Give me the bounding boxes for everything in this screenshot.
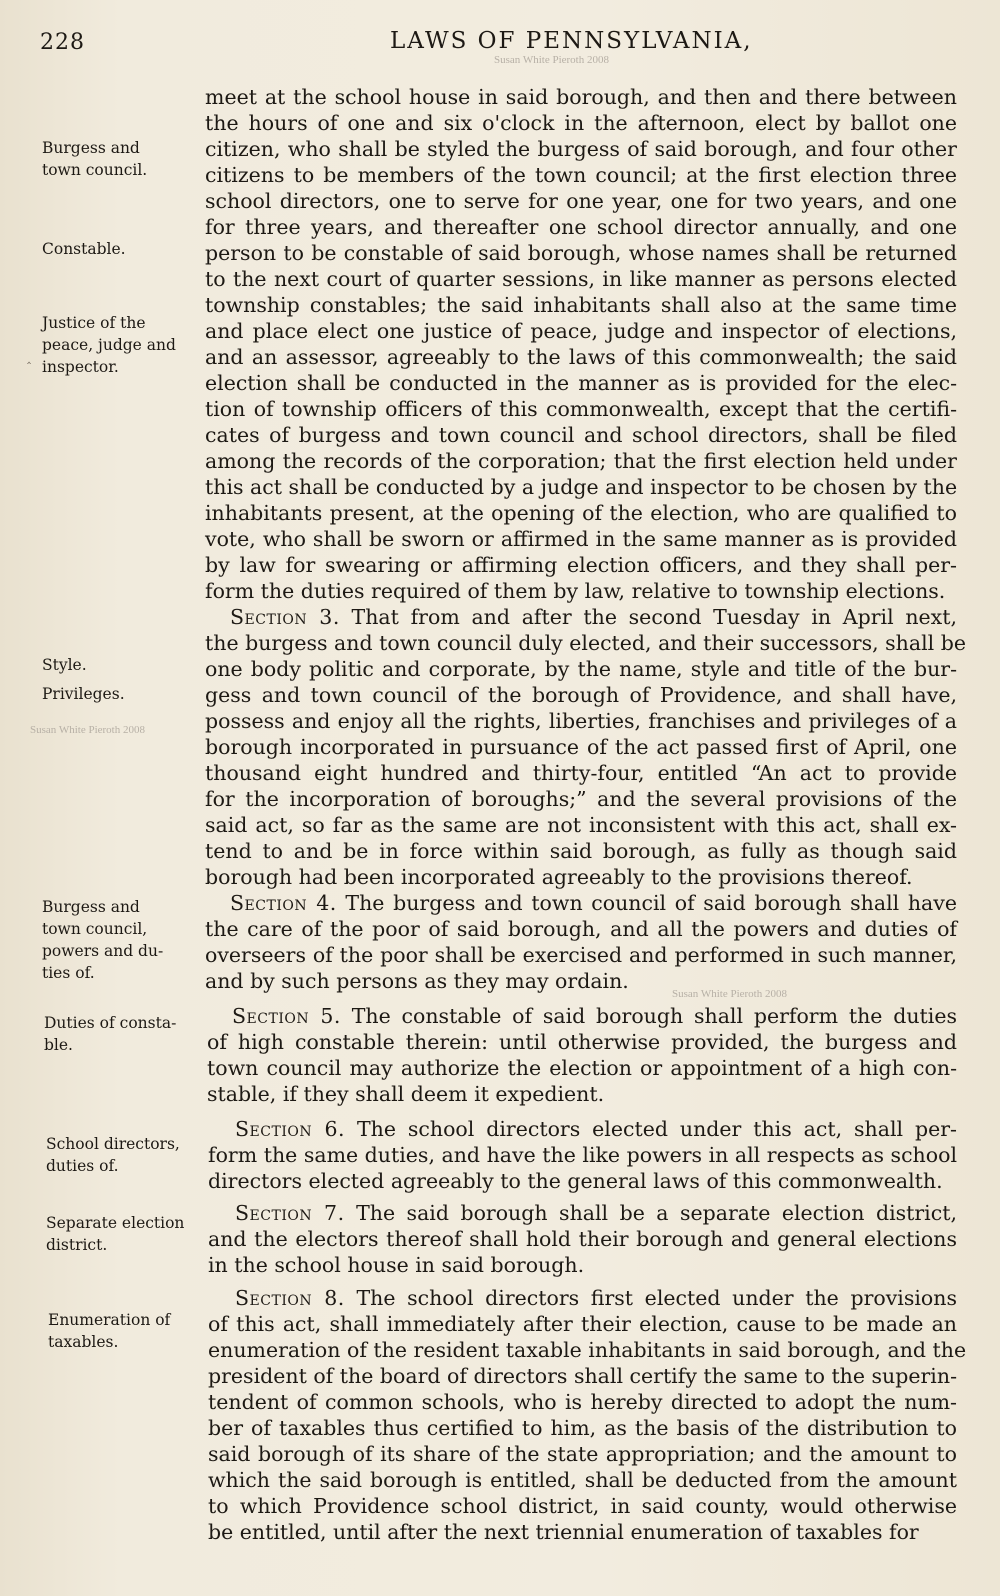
text-line — [205, 760, 957, 786]
text-line — [205, 968, 957, 994]
text-line — [205, 474, 957, 500]
line-text: the burgess and town council duly elected, and their successors, shall be — [205, 631, 966, 655]
line-text: and the electors thereof shall hold their borough and general elections — [208, 1227, 957, 1251]
text-line — [235, 1200, 957, 1226]
margin-note-line: town council, — [42, 920, 148, 938]
margin-note — [42, 137, 202, 181]
line-text: meet at the school house in said borough, and then and there between — [205, 85, 957, 109]
line-text: borough had been incorporated agreeably to the provisions thereof. — [205, 865, 913, 889]
text-line — [205, 812, 957, 838]
line-text: form the same duties, and have the like powers in all respects as school — [208, 1143, 957, 1167]
text-line — [208, 1168, 957, 1194]
margin-note-line: ties of. — [42, 964, 95, 982]
text-line — [208, 1142, 957, 1168]
line-text: to the next court of quarter sessions, in like manner as persons elected — [205, 267, 957, 291]
line-text: The constable of said borough shall perform the duties — [351, 1004, 957, 1028]
margin-note-line: ble. — [44, 1036, 73, 1054]
text-line — [205, 838, 957, 864]
margin-note — [48, 1309, 208, 1353]
text-line — [205, 84, 957, 110]
margin-note-line: Constable. — [42, 240, 126, 258]
watermark: Susan White Pieroth 2008 — [30, 724, 145, 736]
line-text: The school directors first elected under the provisions — [356, 1286, 957, 1310]
margin-note — [42, 238, 202, 260]
margin-note-line: Separate election — [46, 1214, 185, 1232]
line-text: That from and after the second Tuesday in April next, — [351, 605, 957, 629]
line-text: tendent of common schools, who is hereby directed to adopt the num- — [208, 1390, 957, 1414]
section-heading: Section 3. — [230, 605, 340, 629]
section-heading: Section 6. — [235, 1117, 346, 1141]
section-heading: Section 5. — [232, 1004, 341, 1028]
line-text: overseers of the poor shall be exercised and performed in such manner, — [205, 943, 957, 967]
line-text: be entitled, until after the next triennial enumeration of taxables for — [208, 1520, 919, 1544]
margin-note-line: duties of. — [46, 1157, 119, 1175]
margin-note-line: Privileges. — [42, 685, 125, 703]
text-line — [205, 656, 957, 682]
margin-note-line: taxables. — [48, 1333, 119, 1351]
text-line — [208, 1415, 957, 1441]
margin-note — [42, 312, 202, 378]
margin-note-line: Style. — [42, 656, 87, 674]
text-line — [207, 1081, 957, 1107]
line-text: town council may authorize the election or appointment of a high con- — [207, 1056, 957, 1080]
text-line — [205, 214, 957, 240]
line-text: school directors, one to serve for one year, one for two years, and one — [205, 189, 957, 213]
text-line — [208, 1493, 957, 1519]
line-text: to which Providence school district, in said county, would otherwise — [208, 1494, 957, 1518]
text-line — [205, 552, 957, 578]
margin-note-line: peace, judge and — [42, 336, 176, 354]
line-text: person to be constable of said borough, whose names shall be returned — [205, 241, 957, 265]
text-line — [205, 630, 966, 656]
margin-note-line: School directors, — [46, 1135, 180, 1153]
text-line — [207, 1055, 957, 1081]
line-text: citizen, who shall be styled the burgess of said borough, and four other — [205, 137, 957, 161]
line-text: tion of township officers of this commonwealth, except that the certifi- — [205, 397, 957, 421]
text-line — [232, 1003, 957, 1029]
margin-note-line: Enumeration of — [48, 1311, 171, 1329]
line-text: the care of the poor of said borough, and all the powers and duties of — [205, 917, 957, 941]
line-text: The burgess and town council of said borough shall have — [345, 891, 957, 915]
text-line — [205, 500, 957, 526]
text-line — [205, 916, 957, 942]
line-text: cates of burgess and town council and school directors, shall be filed — [205, 423, 957, 447]
text-line — [235, 1116, 957, 1142]
text-line — [205, 318, 957, 344]
line-text: gess and town council of the borough of Providence, and shall have, — [205, 683, 957, 707]
line-text: for the incorporation of boroughs;” and the several provisions of the — [205, 787, 957, 811]
line-text: and place elect one justice of peace, judge and inspector of elections, — [205, 319, 957, 343]
section-heading: Section 4. — [230, 891, 337, 915]
line-text: of high constable therein: until otherwise provided, the burgess and — [207, 1030, 957, 1054]
text-line — [208, 1311, 957, 1337]
line-text: said borough of its share of the state appropriation; and the amount to — [208, 1442, 957, 1466]
margin-note-line: Burgess and — [42, 139, 140, 157]
text-line — [207, 1029, 957, 1055]
text-line — [205, 786, 957, 812]
line-text: election shall be conducted in the manner as is provided for the elec- — [205, 371, 957, 395]
text-line — [205, 682, 957, 708]
text-line — [205, 526, 957, 552]
text-line — [208, 1363, 957, 1389]
margin-mark: ‸ — [27, 350, 32, 364]
text-line — [205, 110, 957, 136]
line-text: president of the board of directors shall certify the same to the superin- — [208, 1364, 957, 1388]
line-text: and an assessor, agreeably to the laws of this commonwealth; the said — [205, 345, 957, 369]
running-title: LAWS OF PENNSYLVANIA, — [390, 28, 753, 54]
line-text: The school directors elected under this act, shall per- — [356, 1117, 957, 1141]
watermark: Susan White Pieroth 2008 — [672, 988, 787, 1000]
line-text: enumeration of the resident taxable inhabitants in said borough, and the — [208, 1338, 967, 1362]
line-text: by law for swearing or affirming election officers, and they shall per- — [205, 553, 957, 577]
line-text: township constables; the said inhabitants shall also at the same time — [205, 293, 957, 317]
margin-note-line: powers and du- — [42, 942, 164, 960]
section-heading: Section 8. — [235, 1286, 345, 1310]
margin-note-line: Justice of the — [42, 314, 146, 332]
line-text: among the records of the corporation; that the first election held under — [205, 449, 957, 473]
text-line — [205, 188, 957, 214]
line-text: ber of taxables thus certified to him, as the basis of the distribution to — [208, 1416, 957, 1440]
line-text: for three years, and thereafter one school director annually, and one — [205, 215, 957, 239]
text-line — [205, 266, 957, 292]
text-line — [205, 162, 957, 188]
margin-note-line: inspector. — [42, 358, 119, 376]
margin-note-line: town council. — [42, 161, 148, 179]
line-text: stable, if they shall deem it expedient. — [207, 1082, 605, 1106]
line-text: form the duties required of them by law, relative to township elections. — [205, 579, 946, 603]
margin-note — [42, 683, 202, 705]
text-line — [205, 240, 957, 266]
page-number: 228 — [40, 30, 85, 55]
line-text: this act shall be conducted by a judge and inspector to be chosen by the — [205, 475, 958, 499]
text-line — [235, 1285, 957, 1311]
text-line — [205, 136, 957, 162]
line-text: vote, who shall be sworn or affirmed in the same manner as is provided — [205, 527, 957, 551]
section-heading: Section 7. — [235, 1201, 345, 1225]
line-text: directors elected agreeably to the general laws of this commonwealth. — [208, 1169, 943, 1193]
line-text: The said borough shall be a separate election district, — [356, 1201, 957, 1225]
text-line — [230, 890, 957, 916]
margin-note — [44, 1012, 204, 1056]
text-line — [205, 344, 957, 370]
margin-note-line: district. — [46, 1236, 108, 1254]
line-text: said act, so far as the same are not inconsistent with this act, shall ex- — [205, 813, 957, 837]
line-text: tend to and be in force within said borough, as fully as though said — [205, 839, 957, 863]
margin-note-line: Duties of consta- — [44, 1014, 177, 1032]
text-line — [208, 1226, 957, 1252]
text-line — [208, 1337, 967, 1363]
text-line — [205, 942, 957, 968]
text-line — [208, 1467, 957, 1493]
text-line — [205, 864, 957, 890]
text-line — [205, 370, 957, 396]
margin-note — [42, 896, 202, 984]
text-line — [230, 604, 957, 630]
text-line — [208, 1252, 957, 1278]
line-text: possess and enjoy all the rights, liberties, franchises and privileges of a — [205, 709, 957, 733]
text-line — [205, 448, 957, 474]
line-text: inhabitants present, at the opening of the election, who are qualified to — [205, 501, 957, 525]
text-line — [205, 578, 957, 604]
text-line — [205, 734, 957, 760]
text-line — [205, 396, 957, 422]
line-text: the hours of one and six o'clock in the afternoon, elect by ballot one — [205, 111, 957, 135]
line-text: and by such persons as they may ordain. — [205, 969, 629, 993]
text-line — [205, 422, 957, 448]
text-line — [205, 708, 957, 734]
line-text: one body politic and corporate, by the name, style and title of the bur- — [205, 657, 957, 681]
text-line — [208, 1389, 957, 1415]
line-text: in the school house in said borough. — [208, 1253, 585, 1277]
margin-note — [42, 654, 202, 676]
text-line — [208, 1441, 957, 1467]
line-text: of this act, shall immediately after their election, cause to be made an — [208, 1312, 957, 1336]
text-line — [205, 292, 957, 318]
line-text: citizens to be members of the town council; at the first election three — [205, 163, 957, 187]
margin-note — [46, 1212, 206, 1256]
line-text: thousand eight hundred and thirty-four, entitled “An act to provide — [205, 761, 957, 785]
margin-note-line: Burgess and — [42, 898, 140, 916]
text-line — [208, 1519, 957, 1545]
line-text: which the said borough is entitled, shall be deducted from the amount — [208, 1468, 957, 1492]
watermark: Susan White Pieroth 2008 — [494, 54, 609, 66]
margin-note — [46, 1133, 206, 1177]
line-text: borough incorporated in pursuance of the act passed first of April, one — [205, 735, 957, 759]
